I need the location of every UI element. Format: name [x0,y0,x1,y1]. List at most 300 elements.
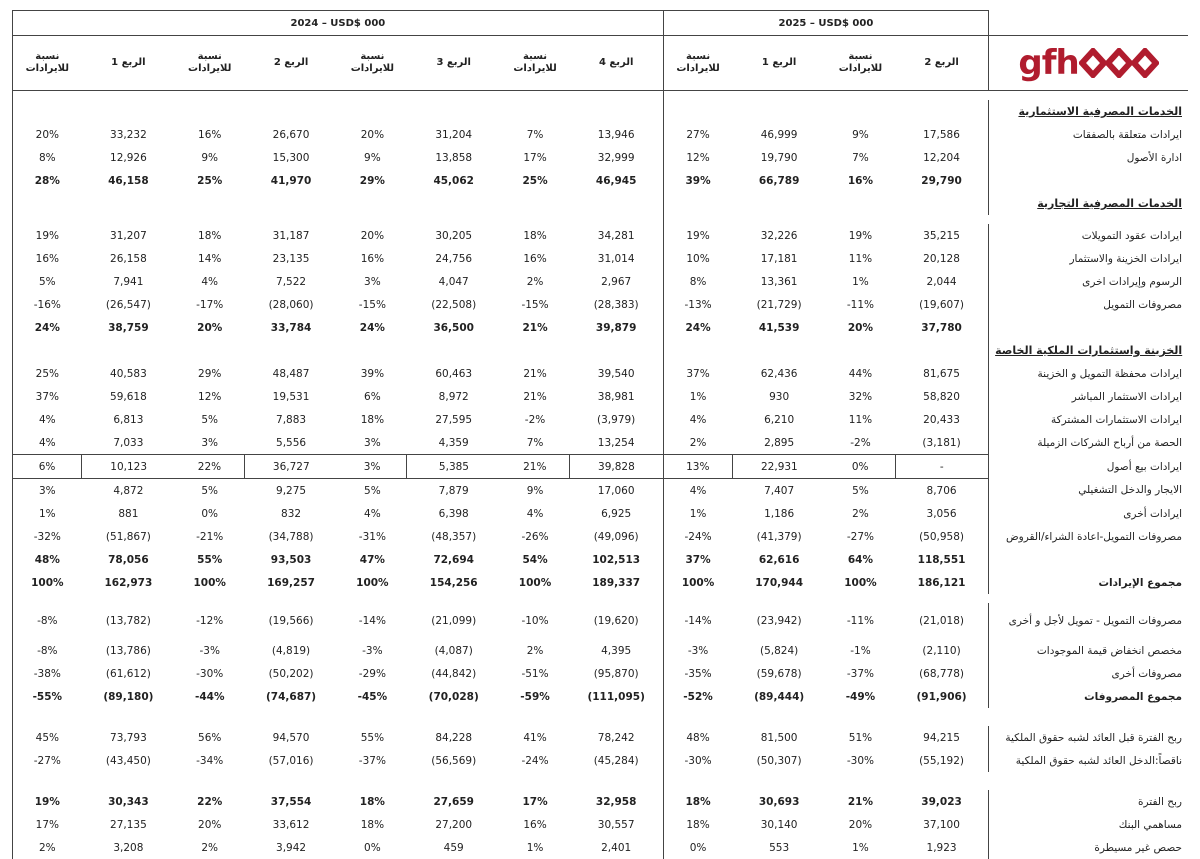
value-cell: 30,693 [732,790,826,813]
ratio-column-header: نسبة للايرادات [13,36,82,91]
value-cell: 17,181 [732,247,826,270]
value-cell: (43,450) [82,749,176,772]
value-cell: (41,379) [732,525,826,548]
value-cell: 29,790 [895,169,989,192]
ratio-cell: -10% [500,603,569,639]
value-cell: 7,033 [82,431,176,455]
ratio-cell: 28% [13,169,82,192]
ratio-cell: 12% [175,385,244,408]
value-cell: 32,226 [732,224,826,247]
value-cell: 1,186 [732,502,826,525]
ratio-cell: 6% [338,385,407,408]
value-cell: (34,788) [244,525,338,548]
ratio-cell: 12% [663,146,732,169]
ratio-cell: 16% [500,813,569,836]
value-cell: (23,942) [732,603,826,639]
value-cell: 2,401 [570,836,664,859]
table-row [13,408,1189,431]
value-cell: 4,395 [570,639,664,662]
value-cell: (59,678) [732,662,826,685]
spacer-row [13,717,1189,726]
ratio-cell: -2% [826,431,895,455]
quarter-column-header: الربع 2 [244,36,338,91]
row-label [989,548,1188,571]
row-label: حصص غير مسيطرة [989,836,1188,859]
value-cell: 84,228 [407,726,501,749]
ratio-cell: 8% [13,146,82,169]
ratio-cell: 17% [13,813,82,836]
year-2025-header: 2025 – USD$ 000 [663,11,988,36]
value-cell: 30,140 [732,813,826,836]
ratio-cell: -3% [338,639,407,662]
ratio-cell: 32% [826,385,895,408]
row-label: ايرادات الاستثمارات المشتركة [989,408,1188,431]
value-cell: 26,670 [244,123,338,146]
row-label [989,169,1188,192]
value-cell: (44,842) [407,662,501,685]
value-cell: 35,215 [895,224,989,247]
value-cell: 7,879 [407,479,501,503]
ratio-cell: 100% [175,571,244,594]
quarterly-income-table [12,10,1188,859]
ratio-cell: 2% [500,270,569,293]
table-row [13,525,1189,548]
value-cell: 37,554 [244,790,338,813]
ratio-cell: 4% [13,431,82,455]
value-cell: 46,999 [732,123,826,146]
ratio-cell: 4% [663,408,732,431]
row-label: الحصة من أرباح الشركات الزميلة [989,431,1188,455]
ratio-cell: -24% [500,749,569,772]
ratio-cell: 1% [826,836,895,859]
row-label: ادارة الأصول [989,146,1188,169]
value-cell: 33,612 [244,813,338,836]
ratio-cell: -55% [13,685,82,708]
value-cell: (61,612) [82,662,176,685]
value-cell: 6,398 [407,502,501,525]
value-cell: 73,793 [82,726,176,749]
value-cell: 31,187 [244,224,338,247]
value-cell: (19,566) [244,603,338,639]
value-cell: 62,436 [732,362,826,385]
ratio-cell: -15% [338,293,407,316]
ratio-cell: -52% [663,685,732,708]
ratio-cell: 20% [175,316,244,339]
value-cell: (74,687) [244,685,338,708]
ratio-cell: 4% [338,502,407,525]
table-row [13,726,1189,749]
value-cell: 2,895 [732,431,826,455]
value-cell: 78,242 [570,726,664,749]
ratio-cell: -26% [500,525,569,548]
value-cell: (19,607) [895,293,989,316]
ratio-cell: 100% [338,571,407,594]
value-cell: 19,531 [244,385,338,408]
table-row [13,455,1189,479]
ratio-cell: 3% [338,455,407,479]
ratio-cell: -29% [338,662,407,685]
table-row [13,431,1189,455]
value-cell: (3,181) [895,431,989,455]
ratio-cell: 18% [175,224,244,247]
value-cell: 46,945 [570,169,664,192]
table-row [13,479,1189,503]
value-cell: (4,087) [407,639,501,662]
value-cell: (51,867) [82,525,176,548]
ratio-cell: -21% [175,525,244,548]
value-cell: 118,551 [895,548,989,571]
ratio-cell: 1% [500,836,569,859]
value-cell: (68,778) [895,662,989,685]
ratio-cell: 10% [663,247,732,270]
row-label: ايرادات الخزينة والاستثمار [989,247,1188,270]
value-cell: 5,556 [244,431,338,455]
value-cell: 20,128 [895,247,989,270]
value-cell: 36,727 [244,455,338,479]
ratio-cell: 45% [13,726,82,749]
quarter-column-header: الربع 4 [570,36,664,91]
value-cell: (48,357) [407,525,501,548]
value-cell: 37,780 [895,316,989,339]
value-cell: (28,383) [570,293,664,316]
value-cell: 46,158 [82,169,176,192]
ratio-cell: 1% [663,502,732,525]
value-cell: 6,210 [732,408,826,431]
value-cell: 5,385 [407,455,501,479]
value-cell: 186,121 [895,571,989,594]
value-cell: 31,014 [570,247,664,270]
section-title: الخدمات المصرفية الاستثمارية [989,100,1188,123]
value-cell: 6,925 [570,502,664,525]
ratio-cell: 1% [826,270,895,293]
ratio-cell: 100% [826,571,895,594]
value-cell: 17,060 [570,479,664,503]
ratio-cell: -37% [338,749,407,772]
ratio-cell: -34% [175,749,244,772]
value-cell: 30,557 [570,813,664,836]
row-label: ناقصاً:الدخل العائد لشبه حقوق الملكية [989,749,1188,772]
row-label: ايرادات أخرى [989,502,1188,525]
value-cell: 58,820 [895,385,989,408]
ratio-cell: 18% [338,790,407,813]
value-cell: 4,047 [407,270,501,293]
ratio-column-header: نسبة للايرادات [338,36,407,91]
value-cell: 13,361 [732,270,826,293]
ratio-cell: 24% [338,316,407,339]
ratio-cell: -8% [13,639,82,662]
ratio-cell: 2% [500,639,569,662]
table-row [13,293,1189,316]
value-cell: 170,944 [732,571,826,594]
year-2024-header: 2024 – USD$ 000 [13,11,664,36]
value-cell: 81,675 [895,362,989,385]
value-cell: 881 [82,502,176,525]
ratio-cell: -59% [500,685,569,708]
section-title: الخدمات المصرفية التجارية [989,192,1188,215]
value-cell: 31,204 [407,123,501,146]
ratio-cell: 2% [663,431,732,455]
row-label: الايجار والدخل التشغيلي [989,479,1188,503]
value-cell: (21,018) [895,603,989,639]
value-cell: 7,522 [244,270,338,293]
table-row [13,123,1189,146]
value-cell: 3,208 [82,836,176,859]
ratio-cell: 5% [13,270,82,293]
value-cell: (45,284) [570,749,664,772]
ratio-cell: 24% [13,316,82,339]
ratio-cell: -24% [663,525,732,548]
row-label: ربح الفترة قبل العائد لشبه حقوق الملكية [989,726,1188,749]
ratio-cell: -35% [663,662,732,685]
ratio-cell: 37% [13,385,82,408]
row-label: ايرادات محفظة التمويل و الخزينة [989,362,1188,385]
ratio-cell: 22% [175,790,244,813]
ratio-cell: 25% [175,169,244,192]
ratio-cell: 56% [175,726,244,749]
row-label: ربح الفترة [989,790,1188,813]
value-cell: 27,200 [407,813,501,836]
value-cell: (5,824) [732,639,826,662]
value-cell: 30,343 [82,790,176,813]
ratio-cell: 0% [175,502,244,525]
value-cell: 189,337 [570,571,664,594]
value-cell: 37,100 [895,813,989,836]
gfh-logo [1018,48,1158,78]
ratio-cell: 20% [826,316,895,339]
gfh-logo-text: gfh [1018,57,1078,69]
ratio-cell: 14% [175,247,244,270]
ratio-cell: 2% [826,502,895,525]
value-cell: 13,946 [570,123,664,146]
value-cell: 31,207 [82,224,176,247]
ratio-cell: -14% [663,603,732,639]
table-row [13,385,1189,408]
table-row [13,146,1189,169]
ratio-cell: 19% [826,224,895,247]
ratio-cell: 19% [13,790,82,813]
value-cell: (49,096) [570,525,664,548]
subtotal-row [13,548,1189,571]
value-cell: 26,158 [82,247,176,270]
value-cell: 12,926 [82,146,176,169]
ratio-cell: 5% [338,479,407,503]
value-cell: 9,275 [244,479,338,503]
value-cell: 553 [732,836,826,859]
ratio-cell: 19% [663,224,732,247]
ratio-cell: 18% [500,224,569,247]
logo-header-top [989,11,1188,36]
ratio-cell: -3% [175,639,244,662]
ratio-cell: 9% [500,479,569,503]
ratio-cell: 48% [13,548,82,571]
ratio-cell: 5% [826,479,895,503]
ratio-cell: 37% [663,548,732,571]
value-cell: 39,540 [570,362,664,385]
table-row [13,662,1189,685]
ratio-cell: 16% [338,247,407,270]
ratio-cell: 29% [175,362,244,385]
value-cell: - [895,455,989,479]
subtotal-row [13,790,1189,813]
ratio-cell: 7% [500,431,569,455]
quarter-column-header: الربع 1 [732,36,826,91]
ratio-column-header: نسبة للايرادات [826,36,895,91]
ratio-cell: 7% [826,146,895,169]
value-cell: 22,931 [732,455,826,479]
value-cell: (50,307) [732,749,826,772]
ratio-cell: 21% [500,362,569,385]
value-cell: 32,999 [570,146,664,169]
ratio-cell: 16% [500,247,569,270]
ratio-cell: -11% [826,603,895,639]
value-cell: (91,906) [895,685,989,708]
value-cell: 17,586 [895,123,989,146]
ratio-cell: 18% [338,408,407,431]
ratio-cell: 20% [338,224,407,247]
value-cell: 169,257 [244,571,338,594]
value-cell: (21,099) [407,603,501,639]
ratio-cell: 55% [175,548,244,571]
ratio-cell: 9% [826,123,895,146]
value-cell: 94,215 [895,726,989,749]
ratio-cell: -31% [338,525,407,548]
value-cell: 20,433 [895,408,989,431]
section-header-row [13,100,1189,123]
value-cell: (2,110) [895,639,989,662]
ratio-cell: -11% [826,293,895,316]
quarter-column-header: الربع 3 [407,36,501,91]
ratio-cell: 20% [826,813,895,836]
ratio-cell: 22% [175,455,244,479]
value-cell: 33,232 [82,123,176,146]
ratio-column-header: نسبة للايرادات [175,36,244,91]
value-cell: (56,569) [407,749,501,772]
ratio-cell: 3% [175,431,244,455]
row-label: ايرادات متعلقة بالصفقات [989,123,1188,146]
value-cell: 38,981 [570,385,664,408]
ratio-cell: 6% [13,455,82,479]
ratio-cell: 18% [338,813,407,836]
ratio-cell: -30% [663,749,732,772]
ratio-cell: -30% [826,749,895,772]
ratio-cell: 11% [826,408,895,431]
ratio-cell: 7% [500,123,569,146]
value-cell: 6,813 [82,408,176,431]
ratio-cell: 4% [13,408,82,431]
spacer-row [13,708,1189,717]
row-label [989,316,1188,339]
value-cell: 38,759 [82,316,176,339]
row-label: ايرادات عقود التمويلات [989,224,1188,247]
ratio-cell: 55% [338,726,407,749]
ratio-cell: 27% [663,123,732,146]
ratio-cell: 4% [663,479,732,503]
row-label: مصروفات التمويل [989,293,1188,316]
ratio-cell: 13% [663,455,732,479]
row-label: مجموع الإيرادات [989,571,1188,594]
value-cell: (57,016) [244,749,338,772]
value-cell: 27,135 [82,813,176,836]
ratio-cell: -38% [13,662,82,685]
row-label: مصروفات التمويل-اعادة الشراء/القروض [989,525,1188,548]
section-header-row [13,192,1189,215]
value-cell: 7,883 [244,408,338,431]
value-cell: 13,858 [407,146,501,169]
value-cell: 94,570 [244,726,338,749]
value-cell: (13,782) [82,603,176,639]
value-cell: 4,872 [82,479,176,503]
value-cell: (28,060) [244,293,338,316]
value-cell: (111,095) [570,685,664,708]
ratio-cell: 2% [13,836,82,859]
ratio-column-header: نسبة للايرادات [663,36,732,91]
ratio-cell: 25% [13,362,82,385]
value-cell: (89,180) [82,685,176,708]
value-cell: 33,784 [244,316,338,339]
section-header-row [13,339,1189,362]
ratio-cell: 17% [500,790,569,813]
row-label: مساهمي البنك [989,813,1188,836]
value-cell: (3,979) [570,408,664,431]
column-header-row [13,36,1189,91]
ratio-cell: 100% [500,571,569,594]
ratio-cell: 54% [500,548,569,571]
value-cell: 78,056 [82,548,176,571]
ratio-cell: -44% [175,685,244,708]
value-cell: 19,790 [732,146,826,169]
row-label: مصروفات أخرى [989,662,1188,685]
value-cell: (50,958) [895,525,989,548]
ratio-cell: 18% [663,813,732,836]
value-cell: (26,547) [82,293,176,316]
value-cell: 3,942 [244,836,338,859]
ratio-cell: 16% [826,169,895,192]
ratio-cell: 100% [13,571,82,594]
ratio-cell: -17% [175,293,244,316]
ratio-cell: -45% [338,685,407,708]
value-cell: 36,500 [407,316,501,339]
ratio-cell: -1% [826,639,895,662]
ratio-cell: 20% [175,813,244,836]
value-cell: 7,407 [732,479,826,503]
financial-table-sheet [12,10,1188,838]
ratio-cell: 51% [826,726,895,749]
ratio-cell: -27% [826,525,895,548]
ratio-cell: 0% [338,836,407,859]
ratio-cell: 21% [500,316,569,339]
value-cell: (13,786) [82,639,176,662]
table-row [13,224,1189,247]
value-cell: 3,056 [895,502,989,525]
value-cell: 13,254 [570,431,664,455]
ratio-cell: 41% [500,726,569,749]
value-cell: 2,967 [570,270,664,293]
value-cell: 41,539 [732,316,826,339]
ratio-cell: 2% [175,836,244,859]
ratio-cell: 0% [663,836,732,859]
ratio-cell: 9% [175,146,244,169]
ratio-cell: 16% [13,247,82,270]
ratio-cell: 9% [338,146,407,169]
value-cell: (70,028) [407,685,501,708]
ratio-column-header: نسبة للايرادات [500,36,569,91]
value-cell: 30,205 [407,224,501,247]
table-row [13,813,1189,836]
value-cell: 39,023 [895,790,989,813]
ratio-cell: -13% [663,293,732,316]
row-label: مصروفات التمويل - تمويل لأجل و أخرى [989,603,1188,639]
spacer-row [13,594,1189,603]
